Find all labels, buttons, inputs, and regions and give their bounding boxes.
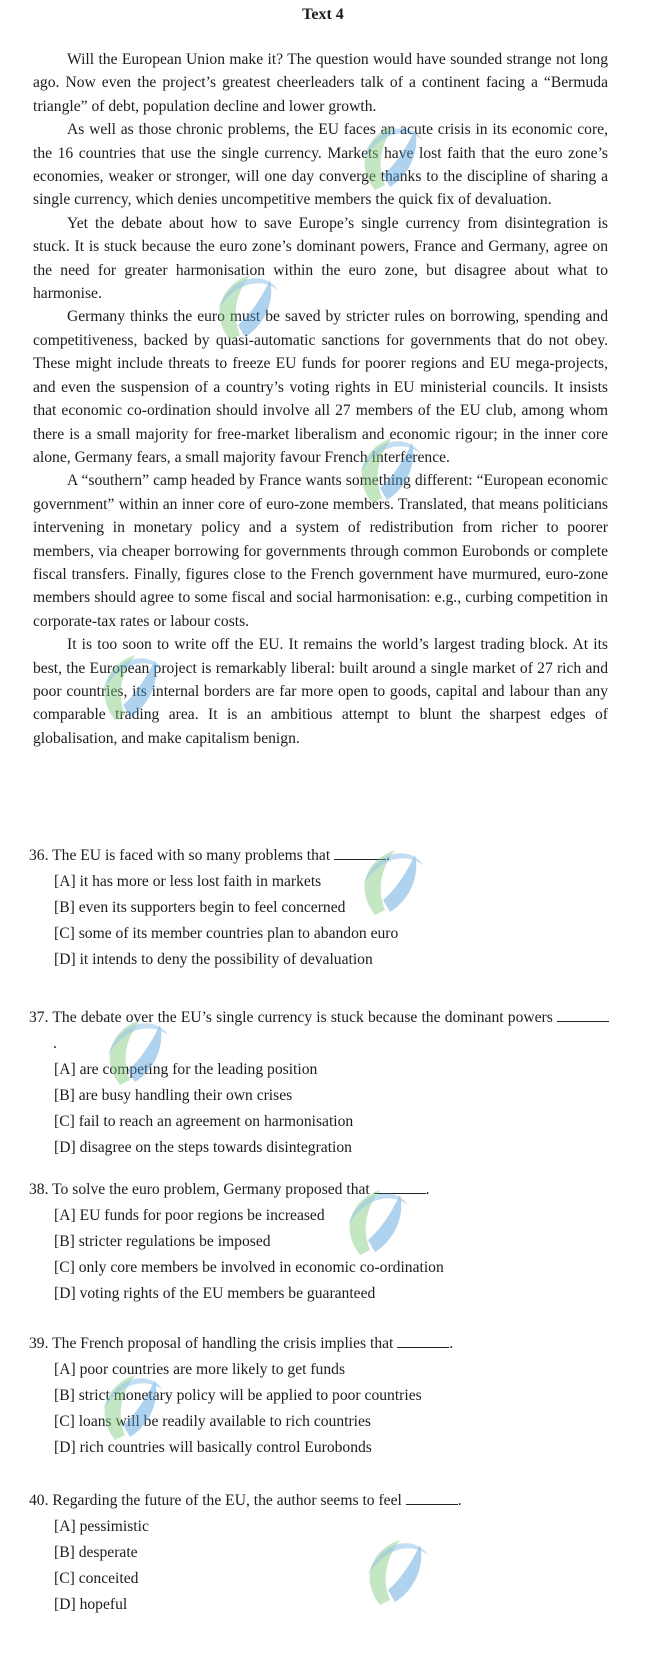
passage-paragraph: Yet the debate about how to save Europe’s single currency from disintegration is stuck. It is stuck because the euro zone’s dominant powers, France and Germany, agree on the need for greater harmonisation within the euro zone, but disagree about what to harmonise. [33,214,608,303]
stem-end: . [449,1335,454,1352]
stem-end: . [457,1492,462,1509]
option-c[interactable] [29,1255,609,1281]
answer-blank [374,1179,426,1194]
option-label: [A] [54,873,76,890]
option-a[interactable] [29,869,609,895]
option-label: [D] [54,1139,76,1156]
stem-text: To solve the euro problem, Germany proposed that [52,1181,370,1198]
option-label: [D] [54,1285,76,1302]
option-text: fail to reach an agreement on harmonisation [78,1113,354,1130]
question-number: 36. [29,847,49,864]
option-label: [A] [54,1207,76,1224]
option-label: [C] [54,1259,75,1276]
option-text: desperate [78,1544,138,1561]
option-d[interactable] [29,1435,609,1461]
option-text: pessimistic [79,1518,149,1535]
passage-paragraph: It is too soon to write off the EU. It remains the world’s largest trading block. At its best, the European project is remarkably liberal: built around a single market of 27 rich and poor countries, its internal borders are far more open to goods, capital and labour than any comparable trading area. It is an ambitious attempt to blunt the sharpest edges of globalisation, and make capitalism benign. [33,636,608,747]
option-label: [A] [54,1061,76,1078]
question-40 [29,1488,609,1618]
question-39 [29,1331,609,1461]
stem-text: The EU is faced with so many problems that [52,847,331,864]
question-38 [29,1177,609,1307]
question-stem [29,1331,609,1357]
option-label: [B] [54,1233,75,1250]
option-c[interactable] [29,1409,609,1435]
question-stem [29,1488,609,1514]
option-text: strict monetary policy will be applied to poor countries [78,1387,422,1404]
passage-paragraph: Germany thinks the euro must be saved by stricter rules on borrowing, spending and competitiveness, backed by quasi-automatic sanctions for governments that do not obey. These might include threats to freeze EU funds for poorer regions and EU mega-projects, and even the suspension of a country’s voting rights in EU ministerial councils. It insists that economic co-ordination should involve all 27 members of the EU club, among whom there is a small majority for free-market liberalism and economic rigour; in the inner core alone, Germany fears, a small majority favour French interference. [33,308,608,466]
option-a[interactable] [29,1203,609,1229]
option-text: some of its member countries plan to abandon euro [78,925,399,942]
option-label: [C] [54,1570,75,1587]
question-number: 37. [29,1009,49,1026]
option-text: are busy handling their own crises [78,1087,293,1104]
option-a[interactable] [29,1057,609,1083]
option-label: [D] [54,951,76,968]
option-label: [B] [54,1544,75,1561]
option-b[interactable] [29,1383,609,1409]
option-text: it intends to deny the possibility of devaluation [79,951,373,968]
option-text: it has more or less lost faith in markets [79,873,322,890]
question-number: 38. [29,1181,49,1198]
stem-text: Regarding the future of the EU, the author seems to feel [52,1492,402,1509]
option-label: [D] [54,1596,76,1613]
option-text: loans will be readily available to rich countries [78,1413,371,1430]
stem-end: . [53,1035,57,1052]
option-a[interactable] [29,1357,609,1383]
option-text: rich countries will basically control Eurobonds [79,1439,372,1456]
option-label: [B] [54,1087,75,1104]
option-label: [D] [54,1439,76,1456]
option-text: voting rights of the EU members be guaranteed [79,1285,376,1302]
question-stem [29,1005,609,1057]
option-c[interactable] [29,1109,609,1135]
option-text: conceited [78,1570,139,1587]
answer-blank [397,1333,449,1348]
option-b[interactable] [29,895,609,921]
option-text: stricter regulations be imposed [78,1233,271,1250]
option-label: [C] [54,925,75,942]
stem-text: The debate over the EU’s single currency is stuck because the dominant powers [52,1009,553,1026]
option-text: only core members be involved in economic co-ordination [78,1259,444,1276]
stem-end: . [386,847,390,864]
option-label: [A] [54,1361,76,1378]
option-label: [B] [54,1387,75,1404]
option-d[interactable] [29,1135,609,1161]
option-a[interactable] [29,1514,609,1540]
option-c[interactable] [29,921,609,947]
option-label: [C] [54,1413,75,1430]
question-stem [29,843,609,869]
answer-blank [406,1490,458,1505]
option-text: EU funds for poor regions be increased [79,1207,325,1224]
option-b[interactable] [29,1540,609,1566]
option-d[interactable] [29,1281,609,1307]
question-36 [29,843,609,973]
option-label: [C] [54,1113,75,1130]
stem-text: The French proposal of handling the crisis implies that [52,1335,394,1352]
option-text: poor countries are more likely to get funds [79,1361,346,1378]
page-title: Text 4 [302,6,344,23]
option-text: are competing for the leading position [79,1061,318,1078]
option-b[interactable] [29,1083,609,1109]
answer-blank [334,845,386,860]
option-text: disagree on the steps towards disintegration [79,1139,352,1156]
question-number: 39. [29,1335,49,1352]
option-c[interactable] [29,1566,609,1592]
passage-paragraph: Will the European Union make it? The question would have sounded strange not long ago. Now even the project’s greatest cheerleaders talk of a continent facing a “Bermuda triangle” of debt, population decline and lower growth. [33,51,608,115]
option-d[interactable] [29,1592,609,1618]
stem-end: . [425,1181,430,1198]
option-label: [B] [54,899,75,916]
reading-passage [33,48,608,750]
option-text: hopeful [79,1596,128,1613]
passage-paragraph: As well as those chronic problems, the EU faces an acute crisis in its economic core, the 16 countries that use the single currency. Markets have lost faith that the euro zone’s economies, weaker or stronger, will one day converge thanks to the discipline of sharing a single currency, which denies uncompetitive members the quick fix of devaluation. [33,121,608,209]
question-37 [29,1005,609,1161]
question-stem [29,1177,609,1203]
option-label: [A] [54,1518,76,1535]
answer-blank [557,1007,609,1022]
option-b[interactable] [29,1229,609,1255]
option-d[interactable] [29,947,609,973]
question-number: 40. [29,1492,49,1509]
passage-paragraph: A “southern” camp headed by France wants something different: “European economic government” within an inner core of euro-zone members. Translated, that means politicians intervening in monetary policy and a system of redistribution from richer to poorer members, via cheaper borrowing for governments through common Eurobonds or complete fiscal transfers. Finally, figures close to the French government have murmured, euro-zone members should agree to some fiscal and social harmonisation: e.g., curbing competition in corporate-tax rates or labour costs. [33,472,608,630]
option-text: even its supporters begin to feel concerned [78,899,346,916]
